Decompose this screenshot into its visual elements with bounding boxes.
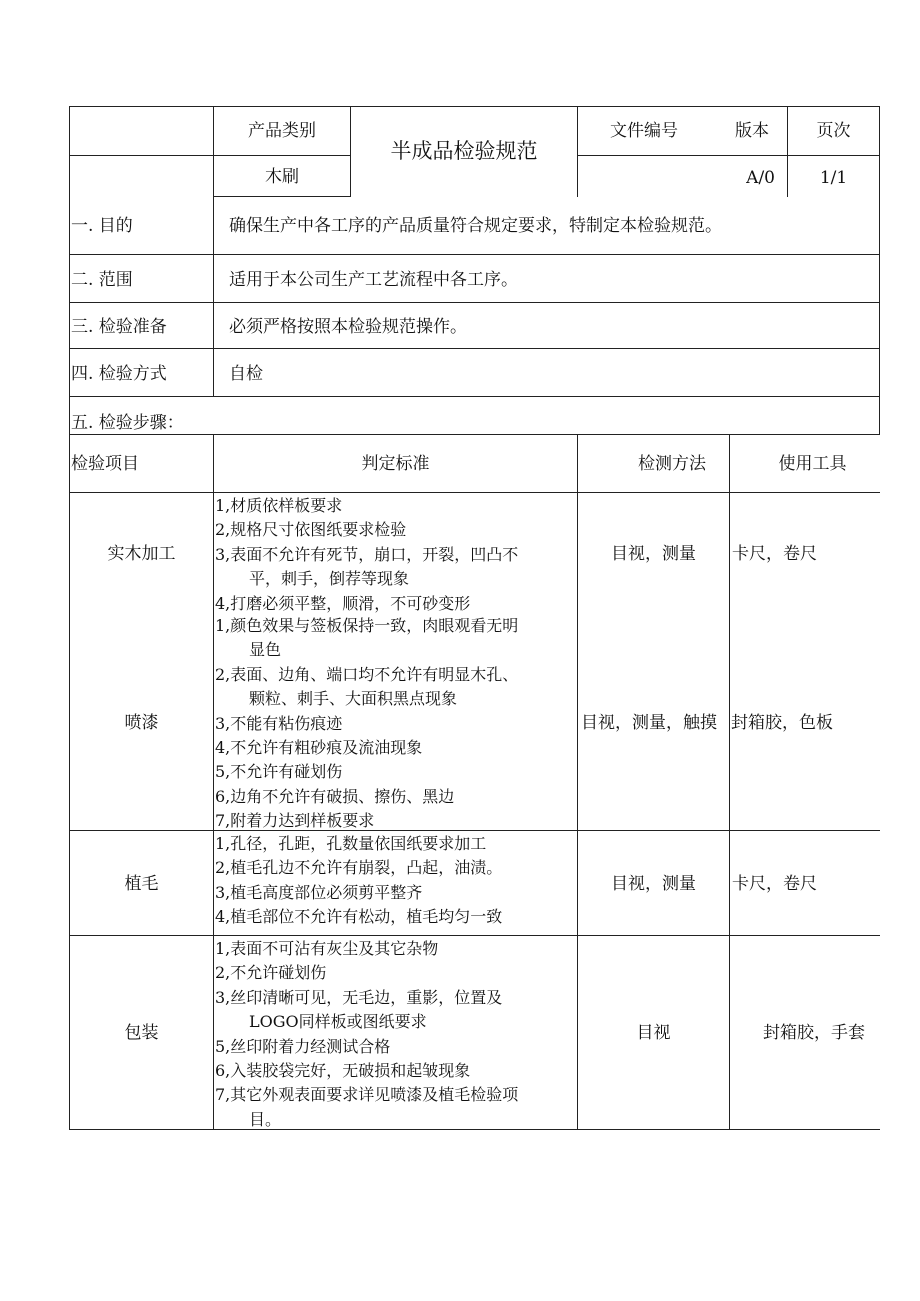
grid-line	[69, 302, 880, 303]
criteria-line: 1,表面不可沾有灰尘及其它杂物	[215, 939, 439, 958]
section-method-label: 四. 检验方式	[71, 364, 167, 384]
criteria-line: 4,不允许有粗砂痕及流油现象	[215, 738, 423, 758]
criteria-line: 5,不允许有碰划伤	[215, 762, 343, 782]
criteria-line: 颗粒、刺手、大面积黑点现象	[249, 689, 458, 709]
criteria-line: 3,丝印清晰可见，无毛边，重影，位置及	[215, 987, 503, 1007]
grid-line	[69, 155, 350, 156]
page-label: 页次	[816, 121, 851, 141]
criteria-line: 1,颜色效果与签板保持一致，肉眼观看无明	[215, 616, 519, 635]
section-steps-label: 五. 检验步骤：	[71, 413, 184, 433]
criteria-line: 2,不允许碰划伤	[215, 963, 327, 983]
criteria-line: 3,不能有粘伤痕迹	[215, 713, 343, 733]
section-preparation-label: 三. 检验准备	[71, 317, 167, 337]
product-category-label: 产品类别	[248, 121, 316, 141]
grid-line	[69, 106, 880, 107]
grid-line	[69, 935, 880, 936]
grid-line	[577, 106, 578, 197]
criteria-line: 2,植毛孔边不允许有崩裂，凸起，油渍。	[215, 858, 503, 878]
criteria-line: 2,表面、边角、端口均不允许有明显木孔、	[215, 664, 519, 684]
criteria-line: 6,入装胶袋完好，无破损和起皱现象	[215, 1061, 471, 1081]
row-item: 实木加工	[107, 544, 176, 564]
criteria-line: 7,其它外观表面要求详见喷漆及植毛检验项	[215, 1085, 519, 1105]
criteria-line: LOGO同样板或图纸要求	[249, 1012, 427, 1032]
grid-line	[69, 492, 880, 493]
section-method-content: 自检	[229, 364, 263, 384]
row-method: 目视，测量，触摸	[581, 713, 717, 733]
criteria-line: 5,丝印附着力经测试合格	[215, 1036, 391, 1056]
grid-line	[69, 106, 70, 1130]
row-item: 包装	[124, 1023, 159, 1043]
page-title: 半成品检验规范	[390, 139, 538, 163]
product-category-value: 木刷	[265, 167, 299, 187]
grid-line	[69, 254, 880, 255]
criteria-line: 目。	[249, 1109, 282, 1129]
version-value: A/0	[746, 168, 775, 188]
criteria-line: 7,附着力达到样板要求	[215, 811, 375, 831]
grid-line	[69, 348, 880, 349]
row-item: 喷漆	[124, 713, 159, 733]
criteria-line: 平，刺手，倒荐等现象	[249, 569, 410, 589]
criteria-line: 3,表面不允许有死节，崩口，开裂，凹凸不	[215, 544, 519, 564]
doc-no-label: 文件编号	[610, 121, 678, 141]
section-preparation-content: 必须严格按照本检验规范操作。	[229, 317, 467, 337]
grid-line	[69, 434, 880, 435]
section-purpose-label: 一. 目的	[71, 216, 133, 236]
criteria-line: 6,边角不允许有破损、擦伤、黑边	[215, 786, 455, 806]
section-purpose-content: 确保生产中各工序的产品质量符合规定要求，特制定本检验规范。	[229, 216, 722, 236]
row-criteria	[215, 832, 502, 930]
row-method: 目视	[636, 1023, 671, 1043]
row-tools: 卡尺，卷尺	[732, 544, 817, 564]
row-tools: 封箱胶，色板	[731, 713, 833, 733]
col-header-item: 检验项目	[71, 454, 139, 474]
row-tools: 封箱胶，手套	[763, 1023, 865, 1043]
grid-line	[69, 396, 880, 397]
row-criteria	[215, 937, 518, 1132]
col-header-tools: 使用工具	[778, 454, 847, 474]
page-value: 1/1	[819, 168, 848, 188]
criteria-line: 1,材质依样板要求	[215, 496, 343, 515]
grid-line	[213, 434, 214, 1130]
criteria-line: 1,孔径，孔距，孔数量依国纸要求加工	[215, 834, 487, 853]
criteria-line: 2,规格尺寸依图纸要求检验	[215, 520, 407, 540]
grid-line	[577, 155, 880, 156]
criteria-line: 4,打磨必须平整，顺滑，不可砂变形	[215, 593, 471, 613]
row-method: 目视，测量	[611, 874, 696, 894]
criteria-line: 显色	[249, 640, 282, 660]
row-criteria	[215, 494, 518, 616]
row-tools: 卡尺，卷尺	[732, 874, 817, 894]
col-header-method: 检测方法	[638, 454, 706, 474]
row-method: 目视，测量	[611, 544, 696, 564]
grid-line	[879, 106, 880, 435]
row-criteria	[215, 614, 518, 834]
criteria-line: 3,植毛高度部位必须剪平整齐	[215, 882, 423, 902]
section-scope-label: 二. 范围	[71, 270, 133, 290]
col-header-criteria: 判定标准	[361, 454, 430, 474]
grid-line	[213, 196, 350, 197]
criteria-line: 4,植毛部位不允许有松动，植毛均匀一致	[215, 907, 503, 927]
grid-line	[213, 106, 214, 397]
row-item: 植毛	[124, 874, 159, 894]
version-label: 版本	[735, 121, 769, 141]
grid-line	[729, 434, 730, 1130]
section-scope-content: 适用于本公司生产工艺流程中各工序。	[229, 270, 518, 290]
